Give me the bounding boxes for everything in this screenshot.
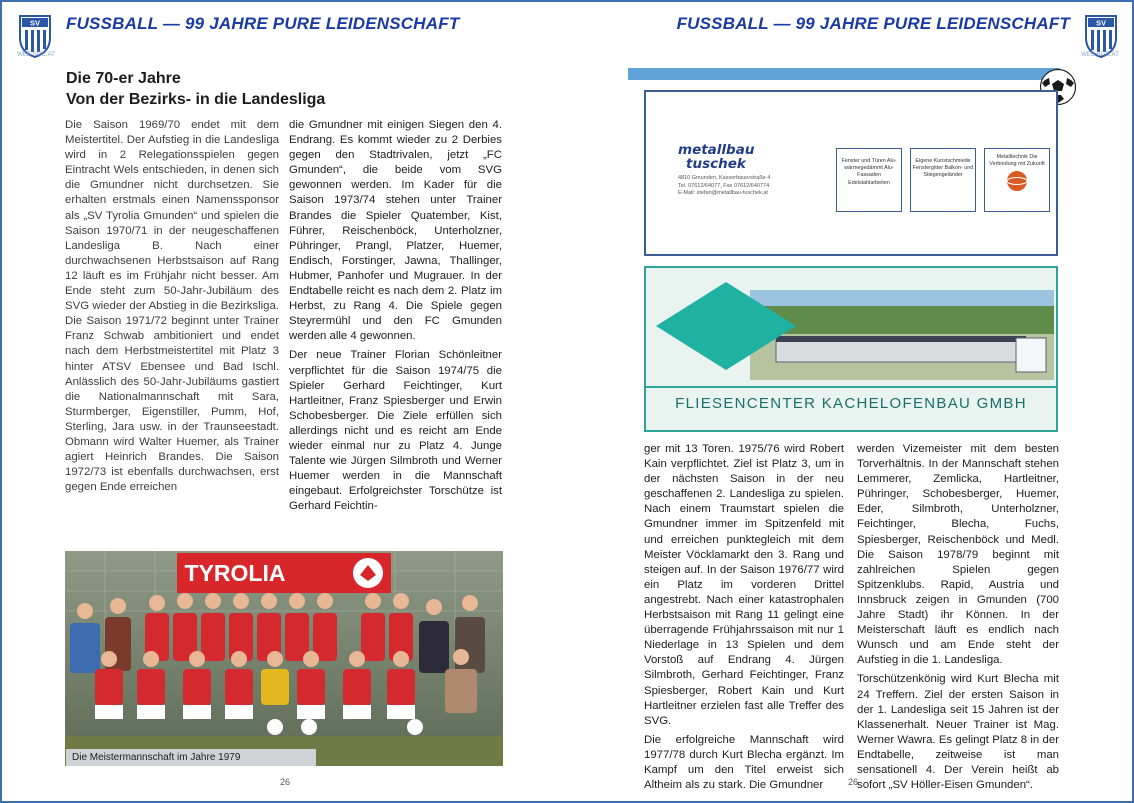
left-column-2: [289, 118, 502, 518]
running-head-left: FUSSBALL — 99 JAHRE PURE LEIDENSCHAFT: [66, 14, 460, 33]
paragraph: die Gmundner mit einigen Siegen den 4. Endrang. Es kommt wieder zu 2 Derbies gegen den Stadtrivalen, jetzt „FC Gmunden“, die beide vom SVG gewonnen werden. Im Kader für die Saison 1973/74 stehen unter Trainer Brandes die Spieler Quatember, Kist, Führer, Reischenböck, Unterholzner, Pühringer, Prangl, Platzer, Huemer, Endisch, Forstinger, Jawna, Thallinger, Hubmer, Panhofer und Mugrauer. In der Endtabelle reicht es nach dem 2. Platz im Herbst, zu Rang 4. Die Spiele gegen Steyrermühl und den FC Gmunden werden alle 4 gewonnen.: [289, 119, 502, 343]
right-column-1: [644, 442, 844, 797]
crest-subtext: WEB SITE.AT: [1081, 52, 1119, 58]
paragraph: werden Vizemeister mit dem besten Torverhältnis. In der Mannschaft stehen Lemmerer, Zemlicka, Hartleitner, Pühringer, Schobesberger, Huemer, Eder, Silmbroth, Unterholzner, Feichtinger, Blecha, Fuchs, Spiesberger, Reischenböck und Medl. Die Saison 1978/79 beginnt mit zahlreichen Spielen gegen Spitzenklubs. Rapid, Austria und Innsbruck zeigen in Gmunden (700 Jahre Stadt) ihr Können. In der Meisterschaft läuft es endlich nach Wunsch und am Ende steht der Aufstieg in die 1. Landesliga.: [857, 443, 1059, 667]
football-icon: [267, 719, 283, 735]
ad-address-line: Tel. 07612/64077, Fax 07612/640774: [678, 182, 770, 189]
ad-service-text: Metalltechnik Die Verbindung mit Zukunft: [989, 154, 1045, 168]
crest-subtext: WEB SITE.AT: [17, 52, 55, 58]
ad-address-line: E-Mail: stefan@metallbau-tuschek.at: [678, 190, 768, 196]
ad-brand-line1: metallbau: [678, 142, 755, 158]
chapter-title-line1: Die 70-er Jahre: [66, 70, 181, 87]
running-head-right: FUSSBALL — 99 JAHRE PURE LEIDENSCHAFT: [676, 14, 1070, 33]
chapter-title: [66, 68, 325, 110]
crest-abbrev: SV: [1095, 18, 1107, 28]
paragraph: Die Saison 1969/70 endet mit dem Meistertitel. Der Aufstieg in die Landesliga wird in 2 Relegationsspielen gegen Eintracht Wels entschieden, in denen sich die Gmundner nicht durchsetzen. Sie erhalten erstmals einen Namenssponsor als „SV Tyrolia Gmunden“ und spielen die Saison 1970/71 in der neugeschaffenen Landesliga B. Nach einer durchwachsenen Herbstsaison auf Rang 12 läuft es im Frühjahr nicht besser. Am Ende steht zum 50-Jahr-Jubiläum des SVG wieder der Abstieg in die Bezirksliga. Die Saison 1971/72 beginnt unter Trainer Franz Schwab ambitioniert und endet nach dem Herbstmeistertitel mit Platz 3 hinter ATSV Ebensee und Bad Ischl. Anlässlich des 50-Jahr-Jubiläums gastiert die Nationalmannschaft mit Sara, Sturmberger, Eigenstiller, Pumm, Hof, Sterling, Jara usw. in der Traunseestadt. Obmann wird Walter Huemer, als Trainer agiert Heinrich Brandes. Die Saison 1972/73 ist ebenfalls durchwachsen, erst gegen Ende erreichen: [65, 119, 279, 494]
photo-caption: Die Meistermannschaft im Jahre 1979: [66, 749, 316, 766]
chapter-title-line2: Von der Bezirks- in die Landesliga: [66, 91, 326, 108]
page-number-left: 26: [280, 777, 291, 787]
paragraph: Die erfolgreiche Mannschaft wird 1977/78 durch Kurt Blecha ergänzt. Im Kampf um den Titel erweist sich Altheim als zu stark. Die Gmundner: [644, 733, 844, 792]
paragraph: ger mit 13 Toren. 1975/76 wird Robert Kain verpflichtet. Ziel ist Platz 3, um in der nächsten Saison in der neu geschaffenen 2. Landesliga zu spielen. Nach einem Traumstart spielen die Gmundner immer im Spitzenfeld mit und erreichen punktegleich mit dem Meister Vöcklamarkt den 3. Rang und steigen auf. In der Saison 1976/77 wird ein Platz im vorderen Drittel angestrebt. Nach einer katastrophalen Herbstsaison mit Rang 11 gelingt eine überragende Frühjahrssaison mit nur 1 Niederlage in 13 Spielen und dem Vorstoß auf Endrang 4. Jürgen Silmbroth, Gerhard Feichtinger, Franz Spiesberger, Robert Kain und Kurt Hartleitner erzielen fast alle Treffer des SVG.: [644, 443, 844, 727]
team-photo: [65, 551, 503, 766]
left-page: [2, 2, 568, 801]
ad-service-box-2: Eigene Kunstschmiede Fenstergitter Balkon- und Stiegengeländer: [910, 148, 976, 212]
left-column-1: [65, 118, 279, 499]
ad-service-box-1: Fenster und Türen Alu-wärmegedämmt Alu-Fassaden Edelstahlarbeiten: [836, 148, 902, 212]
right-column-2: [857, 442, 1059, 797]
team-photo-image: [65, 551, 503, 766]
metal-sphere-icon: [1005, 169, 1029, 193]
crest-abbrev: SV: [29, 18, 41, 28]
paragraph: Torschützenkönig wird Kurt Blecha mit 24 Treffern. Ziel der ersten Saison in der 1. Landesliga seit 15 Jahren ist der Klassenerhalt. Neuer Trainer ist Mag. Werner Wawra. Es gelingt Platz 8 in der Endtabelle, zeitweise ist man sensationell 4. Der Verein heißt ab sofort „SV Höller-Eisen Gmunden“.: [857, 673, 1059, 792]
ad-service-box-3: [984, 148, 1050, 212]
page-number-right: 26: [848, 777, 859, 787]
ad-brand-line2: tuschek: [686, 156, 746, 172]
photo-banner-text: TYROLIA: [184, 560, 286, 586]
ad-address: [678, 175, 838, 198]
ad-top-band: [628, 68, 1060, 80]
ad-address-line: 4810 Gmunden, Kasserbauerstraße 4: [678, 175, 771, 181]
ad2-title: FLIESENCENTER KACHELOFENBAU GMBH: [675, 395, 1027, 412]
paragraph: Der neue Trainer Florian Schönleitner verpflichtet für die Saison 1974/75 die Spieler Gerhard Feichtinger, Kurt Hartleitner, Franz Spiesberger und Erwin Schobesberger. Die Ziele erfüllen sich allerdings nicht und es reicht am Ende wieder einmal nur zu Platz 4. Junge Talente wie Jürgen Silmbroth und Werner Huemer werden in die Mannschaft eingebaut. Erfolgreichster Torschütze ist Gerhard Feichtin-: [289, 349, 502, 513]
ad-fliesencenter: [644, 266, 1058, 432]
ad-metallbau: [644, 90, 1058, 256]
